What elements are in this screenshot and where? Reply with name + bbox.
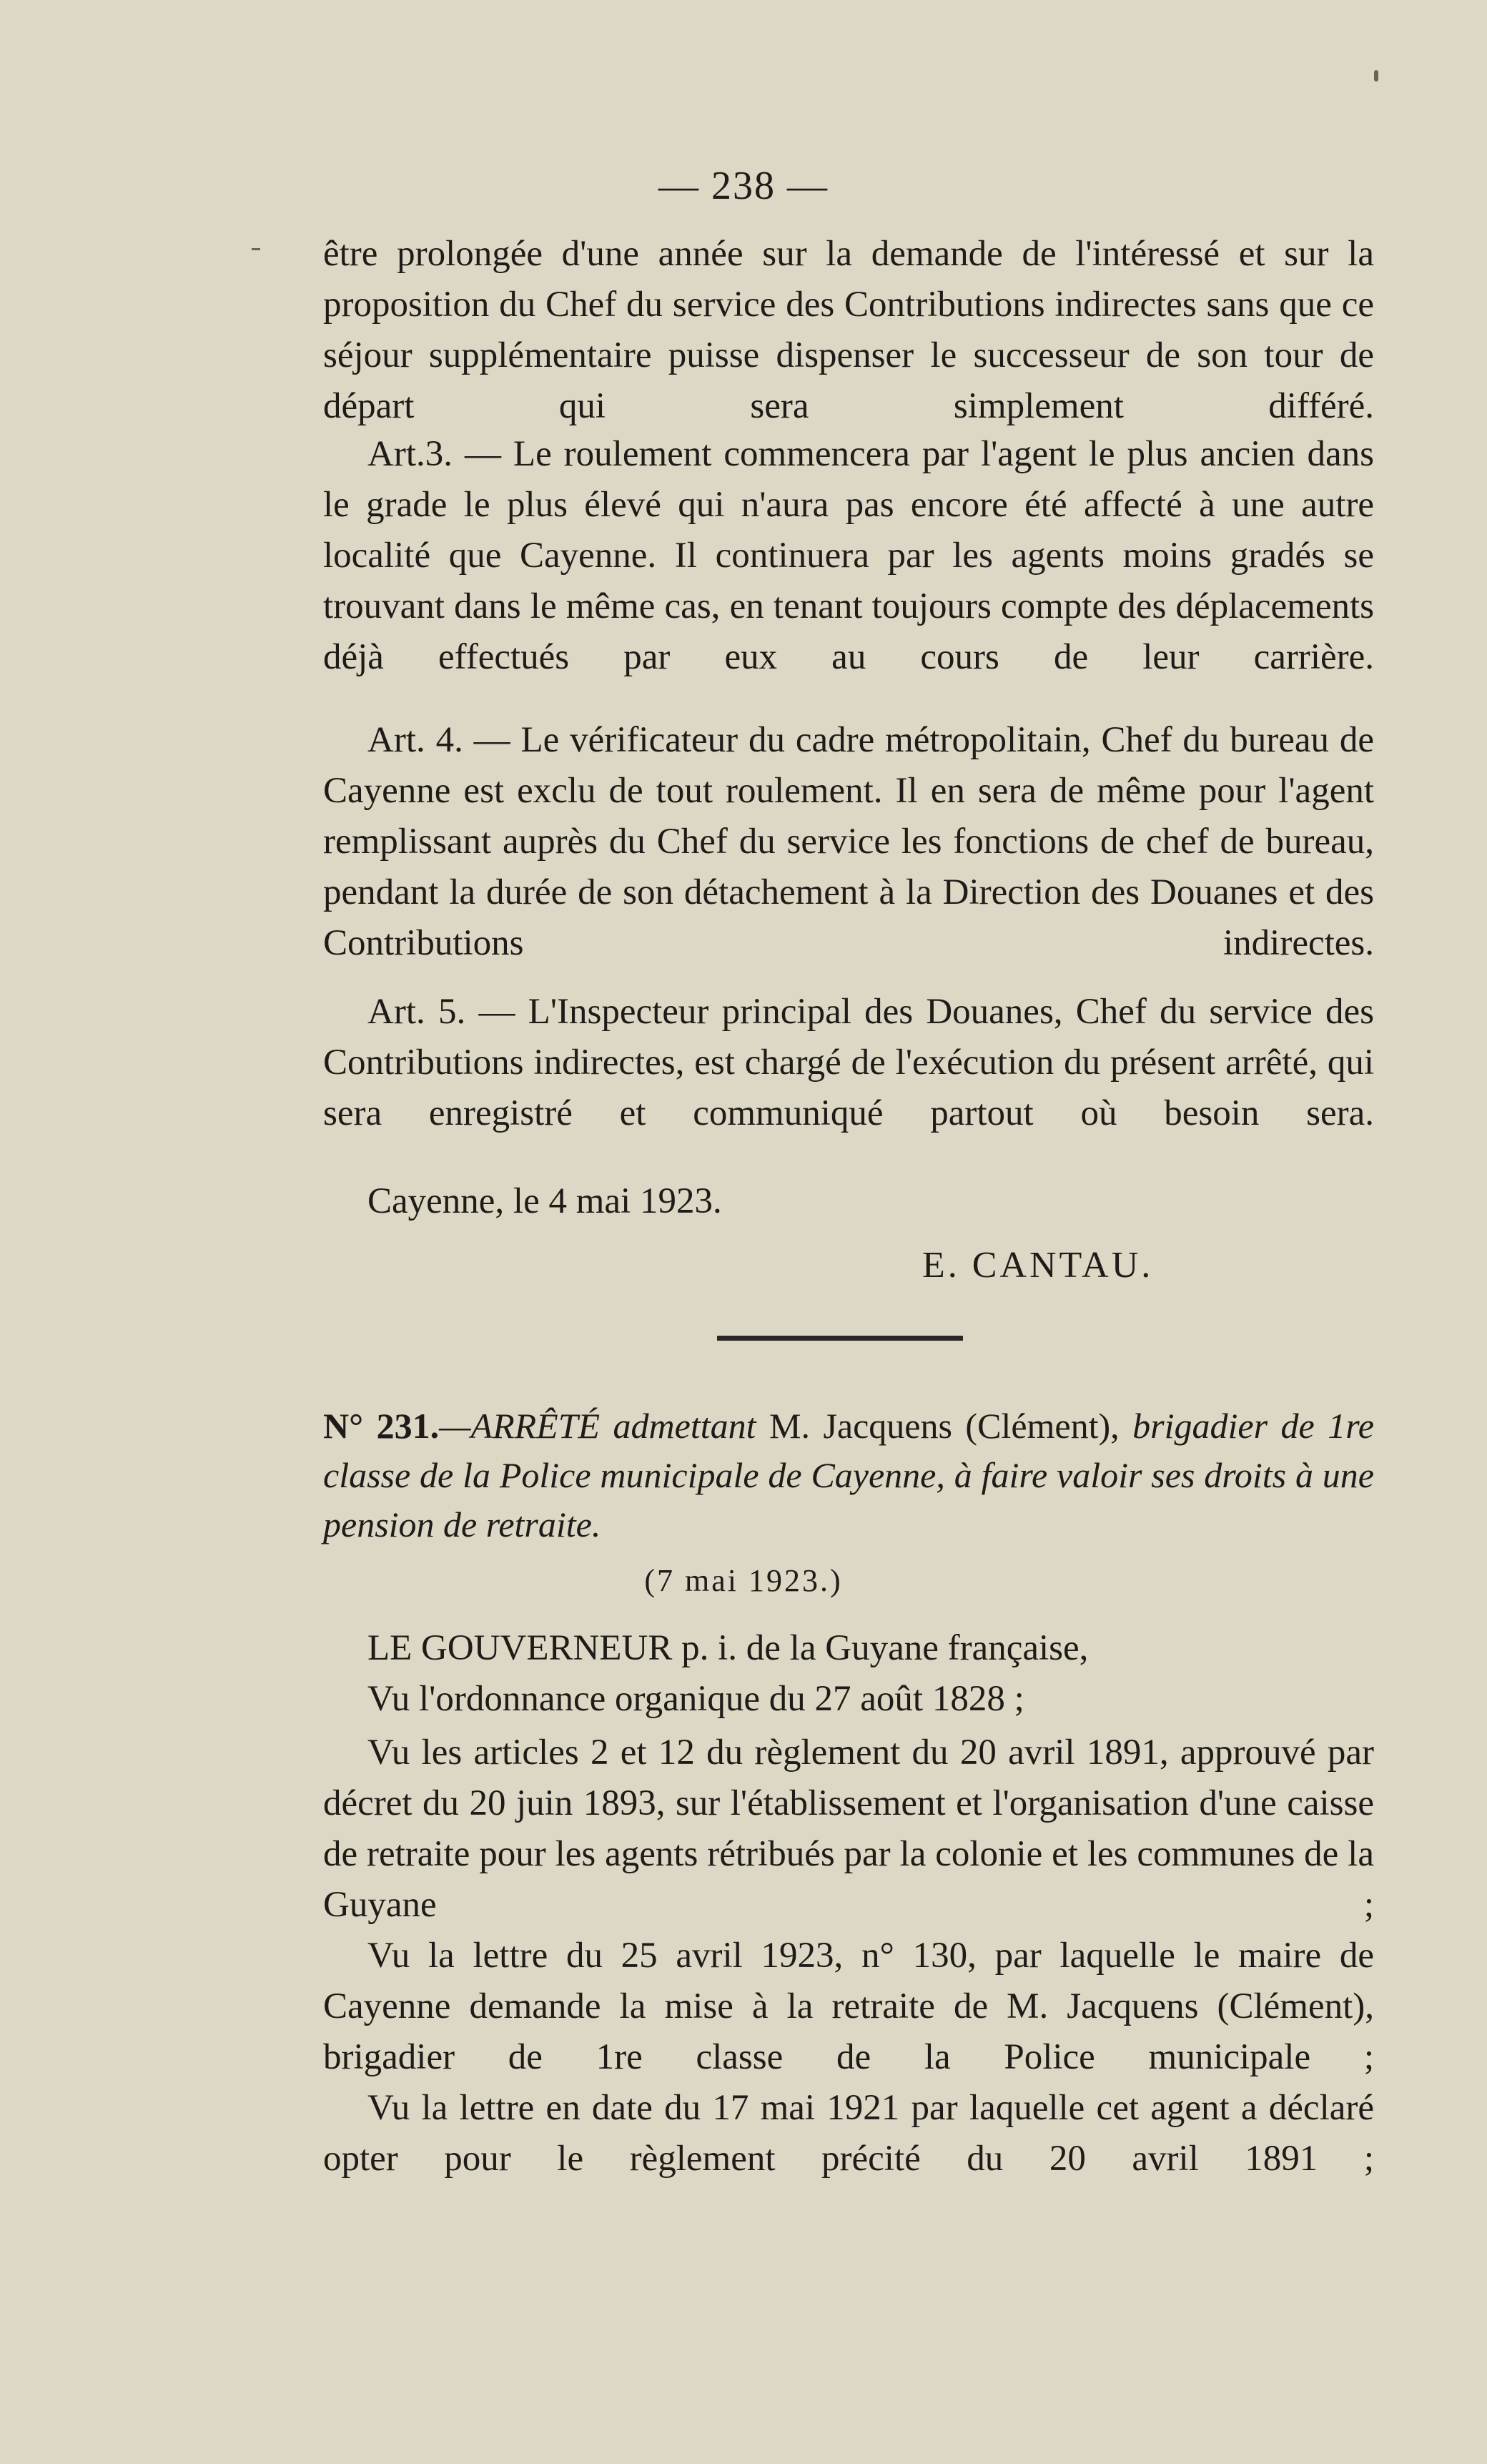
- paragraph-art-4: Art. 4. — Le vérificateur du cadre métropolitain, Chef du bureau de Cayenne est exclu de tout roulement. Il en sera de même pour l'agent remplissant auprès du Chef du service les fonctions de chef de bureau, pendant la durée de son détachement à la Direction des Douanes et des Contributions indirectes.: [323, 720, 1374, 963]
- considerant-ordonnance: Vu l'ordonnance organique du 27 août 1828 ;: [367, 1679, 1024, 1719]
- margin-mark: [252, 248, 260, 250]
- governor-line: LE GOUVERNEUR p. i. de la Guyane française,: [367, 1628, 1089, 1668]
- article-2-continuation: [323, 229, 1374, 432]
- article-4: [323, 715, 1374, 969]
- considerant-lettre-maire: Vu la lettre du 25 avril 1923, n° 130, par laquelle le maire de Cayenne demande la mise à la retraite de M. Jacquens (Clément), brigadier de 1re classe de la Police municipale ;: [323, 1936, 1374, 2077]
- decree-title-end: brigadier de 1re classe de la Police municipale de Cayenne, à faire valoir ses droits à une pension de retraite.: [323, 1406, 1374, 1544]
- paragraph-art-3: Art.3. — Le roulement commencera par l'agent le plus ancien dans le grade le plus élevé qui n'aura pas encore été affecté à une autre localité que Cayenne. Il continuera par les agents moins gradés se trouvant dans le même cas, en tenant toujours compte des déplacements déjà effectués par eux au cours de leur carrière.: [323, 434, 1374, 677]
- considerant-lettre-agent: Vu la lettre en date du 17 mai 1921 par laquelle cet agent a déclaré opter pour le règlement précité du 20 avril 1891 ;: [323, 2088, 1374, 2179]
- paragraph-art-5: Art. 5. — L'Inspecteur principal des Douanes, Chef du service des Contributions indirectes, est chargé de l'exécution du présent arrêté, qui sera enregistré et communiqué partout où besoin sera.: [323, 992, 1374, 1133]
- place-date-line: Cayenne, le 4 mai 1923.: [367, 1181, 722, 1221]
- article-5: [323, 987, 1374, 1139]
- decree-subject-name: M. Jacquens (Clément),: [769, 1406, 1120, 1446]
- signature: E. CANTAU.: [922, 1245, 1154, 1286]
- article-3: [323, 429, 1374, 683]
- decree-title-start: —ARRÊTÉ admettant: [439, 1406, 756, 1446]
- section-divider: [717, 1336, 963, 1341]
- page-number: — 238 —: [658, 164, 829, 208]
- decree-number: N° 231.: [323, 1406, 440, 1446]
- decree-date: (7 mai 1923.): [644, 1563, 843, 1598]
- decree-body: [323, 1623, 1374, 2184]
- place-date: [323, 1176, 1374, 1227]
- ink-speck: [1374, 70, 1378, 82]
- paragraph-continuation: être prolongée d'une année sur la demande de l'intéressé et sur la proposition du Chef du service des Contributions indirectes sans que ce séjour supplémentaire puisse dispenser le successeur de son tour de départ qui sera simplement différé.: [323, 234, 1374, 426]
- considerant-reglement: Vu les articles 2 et 12 du règlement du 20 avril 1891, approuvé par décret du 20 juin 1893, sur l'établissement et l'organisation d'une caisse de retraite pour les agents rétribués par la colonie et les communes de la Guyane ;: [323, 1733, 1374, 1925]
- decree-heading: [323, 1401, 1374, 1549]
